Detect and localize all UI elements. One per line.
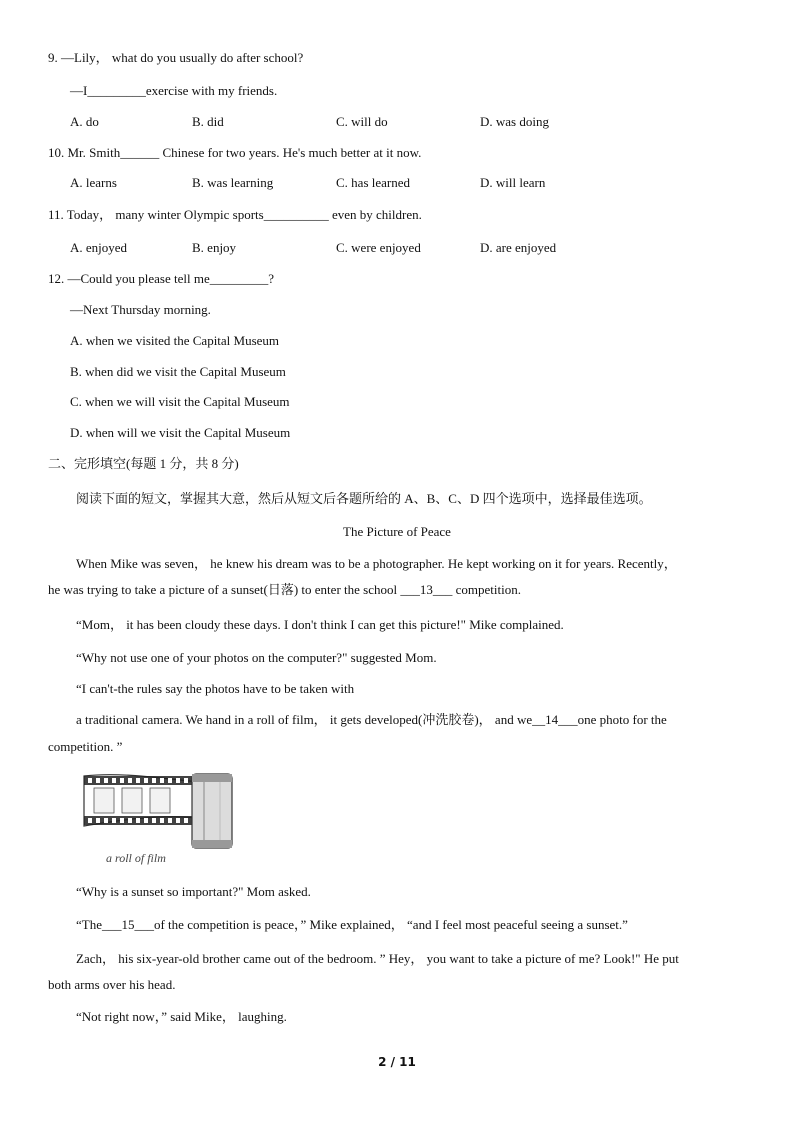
q12-option-b: B. when did we visit the Capital Museum: [70, 364, 286, 379]
q10-options: [70, 175, 630, 191]
q11-option-c: C. were enjoyed: [336, 240, 421, 255]
q10-option-b: B. was learning: [192, 175, 274, 190]
passage-line: “Why not use one of your photos on the computer?" suggested Mom.: [76, 650, 437, 665]
passage-line: he was trying to take a picture of a sunset(日落) to enter the school ___13___ competition.: [48, 582, 521, 597]
passage-line: “Why is a sunset so important?" Mom asked.: [76, 884, 311, 899]
q11-options: [70, 240, 630, 256]
q9-option-a: A. do: [70, 114, 99, 129]
q9-option-b: B. did: [192, 114, 224, 129]
q11-option-b: B. enjoy: [192, 240, 237, 255]
passage-line: “Not right now，” said Mike， laughing.: [76, 1009, 287, 1024]
passage-line: When Mike was seven， he knew his dream was to be a photographer. He kept working on it for years. Recently，: [76, 556, 677, 571]
q12-option-d: D. when will we visit the Capital Museum: [70, 425, 291, 440]
q9-option-c: C. will do: [336, 114, 388, 129]
passage-line: “I can't-the rules say the photos have to be taken with: [76, 681, 355, 696]
passage-line: Zach， his six-year-old brother came out of the bedroom. ” Hey， you want to take a picture of me? Look!" He put: [76, 951, 679, 966]
q9-reply: —I_________exercise with my friends.: [70, 83, 278, 98]
q11-option-a: A. enjoyed: [70, 240, 128, 255]
q11-stem: 11. Today， many winter Olympic sports__________ even by children.: [48, 207, 422, 222]
q9-option-d: D. was doing: [480, 114, 549, 129]
q12-stem: 12. —Could you please tell me_________?: [48, 271, 275, 286]
q10-stem: 10. Mr. Smith______ Chinese for two years. He's much better at it now.: [48, 145, 422, 160]
passage-line: competition. ”: [48, 739, 123, 754]
section2-instruction: 阅读下面的短文，掌握其大意，然后从短文后各题所给的 A、B、C、D 四个选项中，选择最佳选项。: [76, 491, 652, 506]
q12-reply: —Next Thursday morning.: [70, 302, 211, 317]
q9-stem: 9. —Lily， what do you usually do after school?: [48, 50, 304, 65]
q10-option-d: D. will learn: [480, 175, 546, 190]
section2-heading: 二、完形填空(每题 1 分，共 8 分): [48, 456, 239, 471]
page-number: 2 / 11: [378, 1055, 416, 1069]
q10-option-c: C. has learned: [336, 175, 411, 190]
passage-line: a traditional camera. We hand in a roll of film， it gets developed(冲洗胶卷)， and we__14___one photo for the: [76, 712, 667, 727]
q12-option-c: C. when we will visit the Capital Museum: [70, 394, 290, 409]
q10-option-a: A. learns: [70, 175, 117, 190]
q9-options: [70, 114, 630, 130]
passage-line: “Mom， it has been cloudy these days. I don't think I can get this picture!" Mike complained.: [76, 617, 564, 632]
q12-option-a: A. when we visited the Capital Museum: [70, 333, 280, 348]
passage-line: “The___15___of the competition is peace，” Mike explained， “and I feel most peaceful seeing a sunset.”: [76, 917, 628, 932]
passage-line: both arms over his head.: [48, 977, 176, 992]
q11-option-d: D. are enjoyed: [480, 240, 557, 255]
film-caption: a roll of film: [106, 851, 166, 865]
passage-title: The Picture of Peace: [343, 524, 451, 539]
